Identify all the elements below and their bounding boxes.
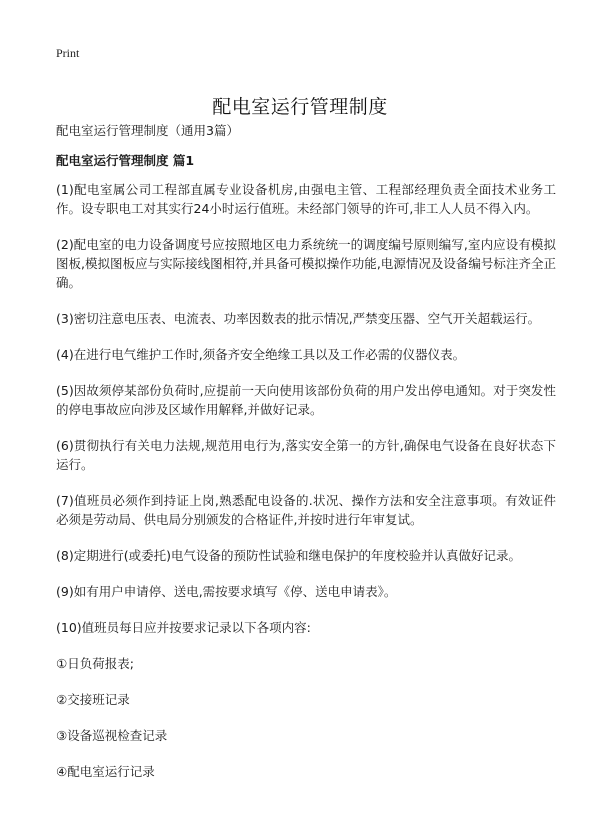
- paragraph-9: (9)如有用户申请停、送电,需按要求填写《停、送电申请表》。: [56, 584, 397, 599]
- print-link[interactable]: Print: [56, 46, 80, 60]
- section-heading: 配电室运行管理制度 篇1: [56, 153, 195, 168]
- list-item-operation-record: ④配电室运行记录: [56, 764, 155, 779]
- paragraph-1: (1)配电室属公司工程部直属专业设备机房,由强电主管、工程部经理负责全面技术业务工作。设专职电工对其实行24小时运行值班。未经部门领导的许可,非工人人员不得入内。: [56, 182, 556, 216]
- list-item-inspection-record: ③设备巡视检查记录: [56, 728, 168, 743]
- paragraph-5: (5)因故须停某部份负荷时,应提前一天向使用该部份负荷的用户发出停电通知。对于突发性的停电事故应向涉及区域作用解释,并做好记录。: [56, 383, 556, 417]
- list-item-shift-handover-record: ②交接班记录: [56, 692, 130, 707]
- document-subtitle: 配电室运行管理制度（通用3篇）: [56, 123, 239, 138]
- paragraph-10: (10)值班员每日应并按要求记录以下各项内容:: [56, 620, 311, 635]
- paragraph-8: (8)定期进行(或委托)电气设备的预防性试验和继电保护的年度校验并认真做好记录。: [56, 548, 521, 563]
- paragraph-7: (7)值班员必须作到持证上岗,熟悉配电设备的.状况、操作方法和安全注意事项。有效证件必须是劳动局、供电局分别颁发的合格证件,并按时进行年审复试。: [56, 493, 556, 527]
- document-body: [56, 180, 556, 798]
- paragraph-6: (6)贯彻执行有关电力法规,规范用电行为,落实安全第一的方针,确保电气设备在良好状态下运行。: [56, 438, 556, 472]
- paragraph-2: (2)配电室的电力设备调度号应按照地区电力系统统一的调度编号原则编写,室内应设有模拟图板,模拟图板应与实际接线图相符,并具备可模拟操作功能,电源情况及设备编号标注齐全正确。: [56, 237, 556, 290]
- paragraph-3: (3)密切注意电压表、电流表、功率因数表的批示情况,严禁变压器、空气开关超载运行。: [56, 311, 541, 326]
- document-title: 配电室运行管理制度: [212, 95, 388, 118]
- list-item-daily-load-report: ①日负荷报表;: [56, 656, 134, 671]
- paragraph-4: (4)在进行电气维护工作时,须备齐安全绝缘工具以及工作必需的仪器仪表。: [56, 347, 466, 362]
